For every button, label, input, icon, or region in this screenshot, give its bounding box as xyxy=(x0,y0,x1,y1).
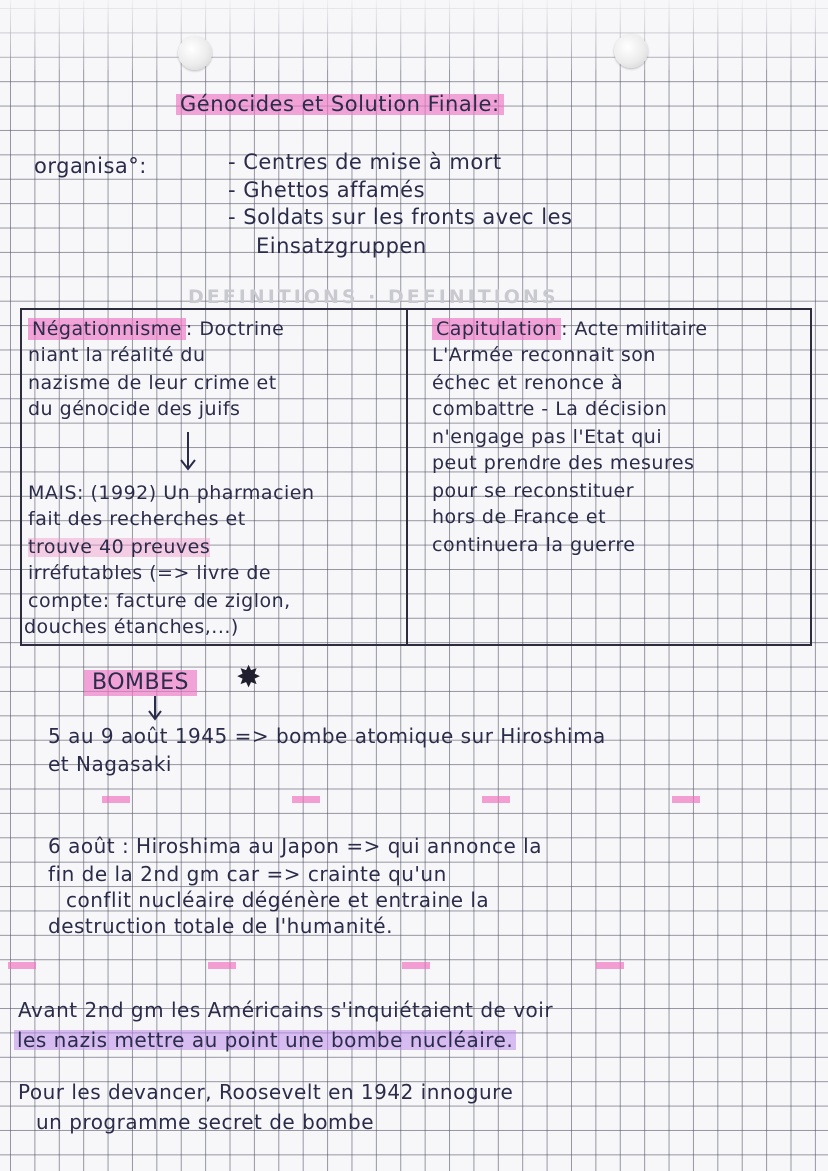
capitulation-def-1: : Acte militaire xyxy=(561,318,708,340)
capitulation-line-6: peut prendre des mesures xyxy=(432,452,695,474)
capitulation-line-7: pour se reconstituer xyxy=(432,480,635,502)
down-arrow-icon xyxy=(178,430,198,472)
organisation-label: organisa°: xyxy=(34,154,147,178)
capitulation-line-3: échec et renonce à xyxy=(432,372,624,394)
bombes-line-1 xyxy=(48,726,606,746)
punch-hole-left xyxy=(178,36,212,70)
bombes-line-1-text: 5 au 9 août 1945 => bombe atomique sur Hiroshima xyxy=(48,724,606,748)
separator-dash xyxy=(8,962,36,969)
negationnisme-def-1: : Doctrine xyxy=(185,318,285,340)
roosevelt-line-2: un programme secret de bombe xyxy=(36,1110,375,1134)
paper-top-strip xyxy=(0,0,828,70)
capitulation-line-9: continuera la guerre xyxy=(432,534,636,556)
capitulation-line-2: L'Armée reconnait son xyxy=(432,344,656,366)
roosevelt-line-1: Pour les devancer, Roosevelt en 1942 innogure xyxy=(18,1080,514,1104)
definitions-header: DEFINITIONS · DEFINITIONS xyxy=(188,286,559,308)
capitulation-line-4: combattre - La décision xyxy=(432,398,668,420)
separator-dash xyxy=(102,796,130,803)
organisation-item-1: - Centres de mise à mort xyxy=(228,150,502,174)
negationnisme-line-2: niant la réalité du xyxy=(28,344,206,366)
mais-line-3: trouve 40 preuves xyxy=(28,536,211,558)
organisation-item-3: - Soldats sur les fronts avec les xyxy=(228,205,573,229)
separator-dash xyxy=(672,796,700,803)
hiroshima-line-4: destruction totale de l'humanité. xyxy=(48,914,393,938)
star-icon: ✸ xyxy=(236,660,262,695)
organisation-item-2: - Ghettos affamés xyxy=(228,178,426,202)
separator-dash xyxy=(402,962,430,969)
page-title: Génocides et Solution Finale: xyxy=(176,94,504,115)
negationnisme-line-3: nazisme de leur crime et xyxy=(28,372,277,394)
mais-line-5: compte: facture de ziglon, xyxy=(28,590,291,612)
down-arrow-small-icon xyxy=(146,694,164,722)
americains-line-2: les nazis mettre au point une bombe nucléaire. xyxy=(14,1030,516,1050)
separator-dash xyxy=(596,962,624,969)
negationnisme-term: Négationnisme xyxy=(28,318,186,340)
bombes-heading: BOMBES xyxy=(84,670,197,696)
organisation-item-4: Einsatzgruppen xyxy=(256,234,427,258)
punch-hole-right xyxy=(614,34,648,68)
negationnisme-line-4: du génocide des juifs xyxy=(28,398,241,420)
hiroshima-line-1: 6 août : Hiroshima au Japon => qui annonce la xyxy=(48,834,542,858)
capitulation-line-5: n'engage pas l'Etat qui xyxy=(432,426,663,448)
capitulation-line-1 xyxy=(432,320,708,339)
separator-dash xyxy=(292,796,320,803)
capitulation-term: Capitulation xyxy=(432,318,561,340)
hiroshima-line-3: conflit nucléaire dégénère et entraine la xyxy=(66,888,490,912)
mais-line-6: douches étanches,...) xyxy=(24,616,239,638)
mais-line-1: MAIS: (1992) Un pharmacien xyxy=(28,482,315,504)
mais-line-4: irréfutables (=> livre de xyxy=(28,562,272,584)
mais-line-2: fait des recherches et xyxy=(28,508,246,530)
americains-line-1: Avant 2nd gm les Américains s'inquiétaient de voir xyxy=(18,998,554,1022)
negationnisme-line-1 xyxy=(28,320,284,339)
hiroshima-line-2: fin de la 2nd gm car => crainte qu'un xyxy=(48,862,447,886)
separator-dash xyxy=(208,962,236,969)
separator-dash xyxy=(482,796,510,803)
bombes-line-2: et Nagasaki xyxy=(48,752,172,776)
capitulation-line-8: hors de France et xyxy=(432,506,607,528)
